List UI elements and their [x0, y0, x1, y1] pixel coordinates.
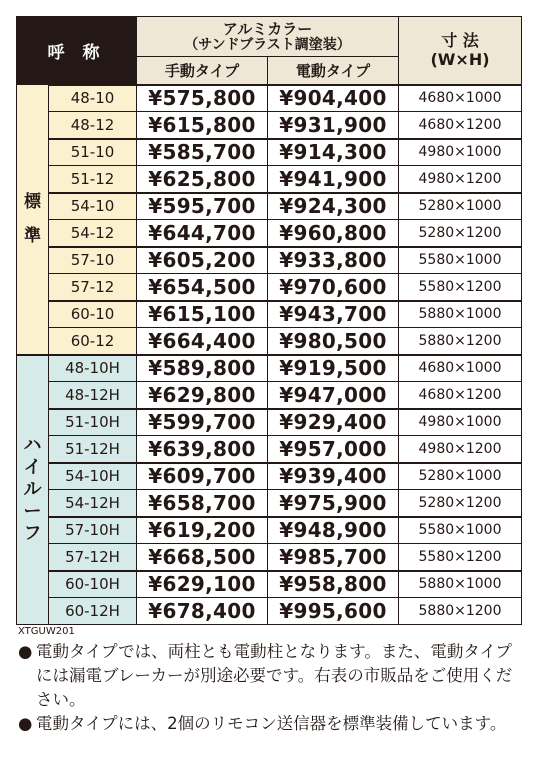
manual-price-cell: ¥609,700: [137, 463, 268, 490]
price-table-body: [17, 85, 522, 625]
size-cell: 5880×1200: [399, 598, 522, 625]
table-row: [17, 355, 522, 382]
model-code-cell: 60-12: [49, 328, 137, 355]
table-row: [17, 436, 522, 463]
size-cell: 4980×1200: [399, 166, 522, 193]
header-color: [137, 17, 399, 57]
electric-price-cell: ¥985,700: [268, 544, 399, 571]
manual-price-cell: ¥664,400: [137, 328, 268, 355]
model-code-cell: 48-12: [49, 112, 137, 139]
model-code-cell: 51-12H: [49, 436, 137, 463]
model-code-cell: 54-10H: [49, 463, 137, 490]
table-row: [17, 382, 522, 409]
model-code-cell: 54-12: [49, 220, 137, 247]
table-row: [17, 409, 522, 436]
notes: [18, 640, 523, 736]
note-text: 電動タイプには、2個のリモコン送信器を標準装備しています。: [36, 714, 507, 733]
header-size-line2: (W×H): [430, 50, 490, 70]
table-row: [17, 490, 522, 517]
electric-price-cell: ¥947,000: [268, 382, 399, 409]
table-row: [17, 220, 522, 247]
note-item: [18, 712, 523, 736]
size-cell: 5280×1000: [399, 463, 522, 490]
header-manual: 手動タイプ: [137, 57, 268, 85]
table-row: [17, 598, 522, 625]
electric-price-cell: ¥941,900: [268, 166, 399, 193]
size-cell: 5580×1200: [399, 544, 522, 571]
table-row: [17, 301, 522, 328]
model-code-cell: 60-10H: [49, 571, 137, 598]
header-electric: 電動タイプ: [268, 57, 399, 85]
electric-price-cell: ¥933,800: [268, 247, 399, 274]
model-code-cell: 57-12H: [49, 544, 137, 571]
manual-price-cell: ¥615,100: [137, 301, 268, 328]
note-item: [18, 640, 523, 712]
note-text: 電動タイプでは、両柱とも電動柱となります。また、電動タイプには漏電ブレーカーが別途必要です。右表の市販品をご使用ください。: [36, 642, 513, 709]
size-cell: 5880×1000: [399, 301, 522, 328]
group-label-char: ー: [23, 500, 42, 522]
header-name: 呼 称: [17, 17, 137, 85]
size-cell: 5280×1200: [399, 220, 522, 247]
manual-price-cell: ¥595,700: [137, 193, 268, 220]
manual-price-cell: ¥585,700: [137, 139, 268, 166]
model-code-cell: 48-12H: [49, 382, 137, 409]
model-code-cell: 57-12: [49, 274, 137, 301]
model-code-cell: 51-10: [49, 139, 137, 166]
size-cell: 5280×1000: [399, 193, 522, 220]
group-label-char: イ: [23, 456, 42, 478]
model-code-cell: 57-10H: [49, 517, 137, 544]
group-label-high-roof: [17, 355, 49, 625]
size-cell: 4980×1000: [399, 409, 522, 436]
model-code-cell: 48-10: [49, 85, 137, 112]
table-row: [17, 247, 522, 274]
group-label-char: 準: [24, 226, 41, 247]
header-color-line1: アルミカラー: [222, 19, 313, 38]
electric-price-cell: ¥980,500: [268, 328, 399, 355]
size-cell: 5880×1200: [399, 328, 522, 355]
table-row: [17, 328, 522, 355]
model-code-cell: 54-10: [49, 193, 137, 220]
electric-price-cell: ¥948,900: [268, 517, 399, 544]
electric-price-cell: ¥957,000: [268, 436, 399, 463]
table-row: [17, 193, 522, 220]
model-code-cell: 54-12H: [49, 490, 137, 517]
size-cell: 4980×1000: [399, 139, 522, 166]
manual-price-cell: ¥629,100: [137, 571, 268, 598]
header-size: [399, 17, 522, 85]
model-code-cell: 51-12: [49, 166, 137, 193]
header-size-line1: 寸 法: [441, 31, 479, 51]
group-label-char: 標: [24, 192, 41, 213]
model-code: XTGUW201: [18, 626, 75, 637]
size-cell: 4980×1200: [399, 436, 522, 463]
table-row: [17, 139, 522, 166]
model-code-cell: 60-10: [49, 301, 137, 328]
table-row: [17, 571, 522, 598]
size-cell: 4680×1200: [399, 112, 522, 139]
size-cell: 5580×1000: [399, 247, 522, 274]
group-label-char: フ: [23, 522, 42, 544]
manual-price-cell: ¥615,800: [137, 112, 268, 139]
electric-price-cell: ¥929,400: [268, 409, 399, 436]
table-row: [17, 517, 522, 544]
header-color-line2: （サンドブラスト調塗装）: [184, 36, 351, 53]
manual-price-cell: ¥619,200: [137, 517, 268, 544]
electric-price-cell: ¥960,800: [268, 220, 399, 247]
electric-price-cell: ¥958,800: [268, 571, 399, 598]
bullet: ●: [18, 714, 33, 733]
manual-price-cell: ¥589,800: [137, 355, 268, 382]
group-label-char: ハ: [23, 434, 42, 456]
manual-price-cell: ¥658,700: [137, 490, 268, 517]
manual-price-cell: ¥644,700: [137, 220, 268, 247]
size-cell: 4680×1000: [399, 85, 522, 112]
model-code-cell: 51-10H: [49, 409, 137, 436]
manual-price-cell: ¥629,800: [137, 382, 268, 409]
table-row: [17, 112, 522, 139]
electric-price-cell: ¥931,900: [268, 112, 399, 139]
price-table-wrapper: [16, 16, 522, 625]
electric-price-cell: ¥924,300: [268, 193, 399, 220]
electric-price-cell: ¥970,600: [268, 274, 399, 301]
size-cell: 5880×1000: [399, 571, 522, 598]
manual-price-cell: ¥639,800: [137, 436, 268, 463]
electric-price-cell: ¥975,900: [268, 490, 399, 517]
manual-price-cell: ¥575,800: [137, 85, 268, 112]
size-cell: 4680×1200: [399, 382, 522, 409]
price-table: [16, 16, 522, 625]
electric-price-cell: ¥939,400: [268, 463, 399, 490]
model-code-cell: 57-10: [49, 247, 137, 274]
model-code-cell: 48-10H: [49, 355, 137, 382]
manual-price-cell: ¥654,500: [137, 274, 268, 301]
electric-price-cell: ¥904,400: [268, 85, 399, 112]
group-label-char: ル: [23, 478, 42, 500]
model-code-cell: 60-12H: [49, 598, 137, 625]
bullet: ●: [18, 642, 33, 661]
table-row: [17, 85, 522, 112]
electric-price-cell: ¥943,700: [268, 301, 399, 328]
electric-price-cell: ¥995,600: [268, 598, 399, 625]
manual-price-cell: ¥599,700: [137, 409, 268, 436]
table-row: [17, 274, 522, 301]
manual-price-cell: ¥625,800: [137, 166, 268, 193]
electric-price-cell: ¥919,500: [268, 355, 399, 382]
manual-price-cell: ¥668,500: [137, 544, 268, 571]
size-cell: 5580×1200: [399, 274, 522, 301]
electric-price-cell: ¥914,300: [268, 139, 399, 166]
group-label-standard: [17, 85, 49, 355]
size-cell: 5580×1000: [399, 517, 522, 544]
table-row: [17, 166, 522, 193]
table-row: [17, 544, 522, 571]
size-cell: 4680×1000: [399, 355, 522, 382]
size-cell: 5280×1200: [399, 490, 522, 517]
table-row: [17, 463, 522, 490]
manual-price-cell: ¥678,400: [137, 598, 268, 625]
manual-price-cell: ¥605,200: [137, 247, 268, 274]
